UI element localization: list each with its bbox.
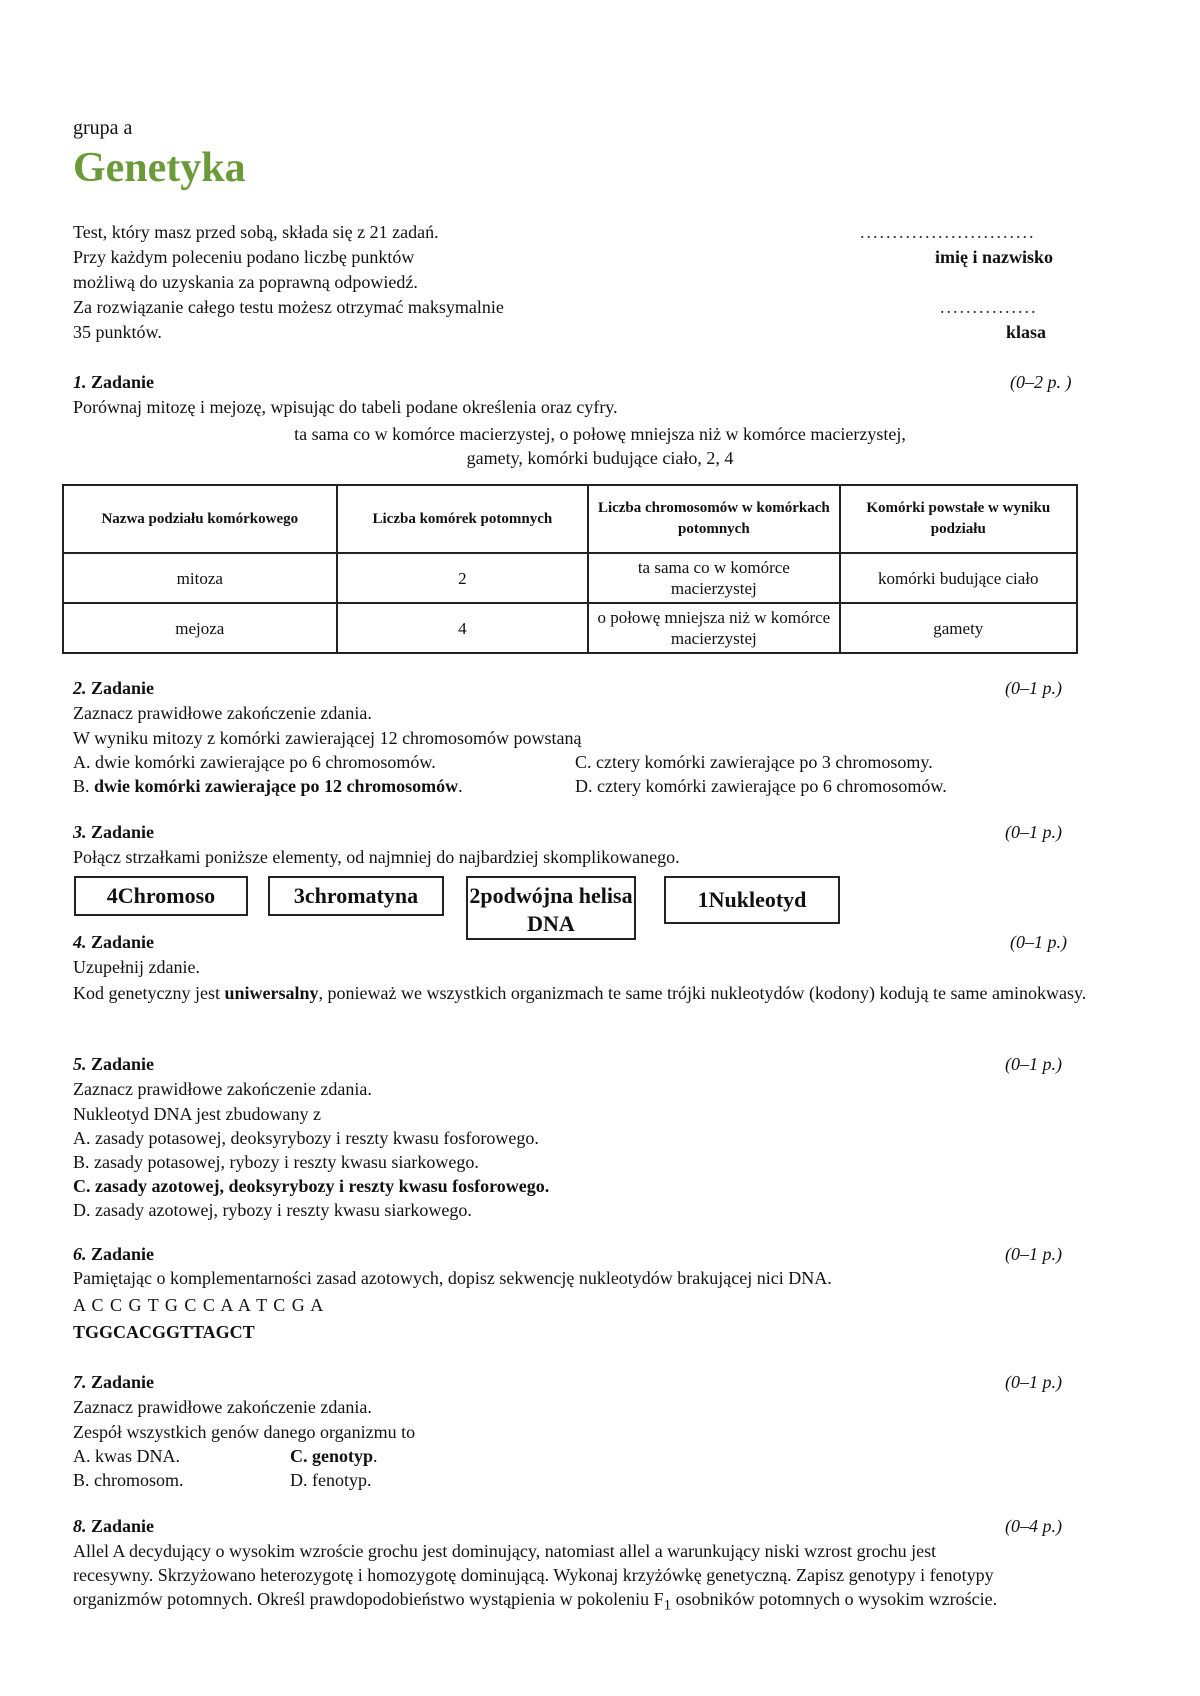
dna-answer: TGGCACGGTTAGCT — [73, 1322, 255, 1342]
task-label: Zadanie — [91, 822, 155, 842]
task-2-option-b — [73, 774, 463, 798]
name-label: imię i nazwisko — [935, 247, 1054, 267]
element-box[interactable]: 3chromatyna — [268, 876, 444, 916]
table-row — [63, 553, 1077, 603]
element-box[interactable]: 2podwójna helisa DNA — [466, 876, 636, 940]
task-1-terms-line: ta sama co w komórce macierzystej, o połowę mniejsza niż w komórce macierzystej, — [294, 424, 906, 444]
task-8-points: (0–4 p.) — [1005, 1516, 1062, 1536]
task-label: Zadanie — [91, 1244, 155, 1264]
task-8-line: Allel A decydujący o wysokim wzroście grochu jest dominujący, natomiast allel a warunkujący niski wzrost grochu jest — [73, 1541, 937, 1561]
task-8-line: recesywny. Skrzyżowano heterozygotę i homozygotę dominującą. Wykonaj krzyżówkę genetyczną. Zapisz genotypy i fenotypy — [73, 1565, 994, 1585]
table-row — [63, 603, 1077, 653]
task-5-points: (0–1 p.) — [1005, 1054, 1062, 1074]
task-6-instruction: Pamiętając o komplementarności zasad azotowych, dopisz sekwencję nukleotydów brakującej nici DNA. — [73, 1268, 832, 1288]
task-label: Zadanie — [91, 1372, 155, 1392]
comparison-table — [62, 484, 1078, 654]
task-number: 5. — [73, 1054, 87, 1074]
task-2-instruction: Zaznacz prawidłowe zakończenie zdania. — [73, 703, 372, 723]
line-text: osobników potomnych o wysokim wzroście. — [671, 1589, 998, 1609]
table-cell: mejoza — [63, 603, 337, 653]
table-header-cell: Liczba komórek potomnych — [337, 485, 588, 553]
task-label: Zadanie — [91, 678, 155, 698]
table-header-cell: Liczba chromosomów w komórkach potomnych — [588, 485, 839, 553]
task-6-points: (0–1 p.) — [1005, 1244, 1062, 1264]
class-label: klasa — [1006, 322, 1047, 342]
option-prefix: B. — [73, 776, 95, 796]
task-4-text — [73, 981, 1123, 1005]
task-number: 1. — [73, 372, 87, 392]
page-title: Genetyka — [73, 145, 246, 191]
answer-word: uniwersalny — [224, 983, 319, 1003]
element-box[interactable]: 1Nukleotyd — [664, 876, 840, 924]
generation-subscript: 1 — [663, 1597, 672, 1614]
task-2-option-a: A. dwie komórki zawierające po 6 chromosomów. — [73, 752, 436, 772]
task-3-points: (0–1 p.) — [1005, 822, 1062, 842]
task-5-option-d: D. zasady azotowej, rybozy i reszty kwasu siarkowego. — [73, 1200, 472, 1220]
dna-sequence: A C C G T G C C A A T C G A — [73, 1295, 325, 1315]
table-cell: 2 — [337, 553, 588, 603]
option-suffix: . — [458, 776, 463, 796]
task-label: Zadanie — [91, 1054, 155, 1074]
task-label: Zadanie — [91, 1516, 155, 1536]
option-answer: C. genotyp — [290, 1446, 374, 1466]
task-3-heading — [73, 820, 154, 844]
task-number: 7. — [73, 1372, 87, 1392]
task-3-instruction: Połącz strzałkami poniższe elementy, od najmniej do najbardziej skomplikowanego. — [73, 847, 680, 867]
task-7-option-d: D. fenotyp. — [290, 1470, 372, 1490]
task-8-line — [73, 1587, 997, 1618]
task-5-instruction: Zaznacz prawidłowe zakończenie zdania. — [73, 1079, 372, 1099]
task-number: 8. — [73, 1516, 87, 1536]
task-5-heading — [73, 1052, 154, 1076]
task-7-option-c — [290, 1444, 378, 1468]
task-number: 6. — [73, 1244, 87, 1264]
class-dots: ............... — [940, 297, 1038, 317]
task-label: Zadanie — [91, 372, 155, 392]
intro-line: 35 punktów. — [73, 322, 162, 342]
text-prefix: Kod genetyczny jest — [73, 983, 225, 1003]
intro-line: możliwą do uzyskania za poprawną odpowiedź. — [73, 272, 418, 292]
table-header-cell: Komórki powstałe w wyniku podziału — [840, 485, 1077, 553]
task-7-stem: Zespół wszystkich genów danego organizmu to — [73, 1422, 416, 1442]
task-label: Zadanie — [91, 932, 155, 952]
task-7-instruction: Zaznacz prawidłowe zakończenie zdania. — [73, 1397, 372, 1417]
task-number: 4. — [73, 932, 87, 952]
table-header-row — [63, 485, 1077, 553]
task-5-option-a: A. zasady potasowej, deoksyrybozy i reszty kwasu fosforowego. — [73, 1128, 539, 1148]
task-7-points: (0–1 p.) — [1005, 1372, 1062, 1392]
option-suffix: . — [373, 1446, 378, 1466]
task-7-option-b: B. chromosom. — [73, 1470, 184, 1490]
task-5-option-c: C. zasady azotowej, deoksyrybozy i reszty kwasu fosforowego. — [73, 1176, 550, 1196]
task-7-heading — [73, 1370, 154, 1394]
task-4-instruction: Uzupełnij zdanie. — [73, 957, 200, 977]
task-1-terms-line: gamety, komórki budujące ciało, 2, 4 — [466, 448, 734, 468]
group-label: grupa a — [73, 117, 133, 139]
task-number: 2. — [73, 678, 87, 698]
task-4-points: (0–1 p.) — [1010, 932, 1067, 952]
task-5-stem: Nukleotyd DNA jest zbudowany z — [73, 1104, 321, 1124]
task-7-option-a: A. kwas DNA. — [73, 1446, 180, 1466]
task-2-option-c: C. cztery komórki zawierające po 3 chromosomy. — [575, 752, 933, 772]
task-2-heading — [73, 676, 154, 700]
intro-line: Za rozwiązanie całego testu możesz otrzymać maksymalnie — [73, 297, 504, 317]
task-2-stem: W wyniku mitozy z komórki zawierającej 12 chromosomów powstaną — [73, 728, 582, 748]
name-dots: ........................... — [860, 222, 1036, 242]
task-5-option-b: B. zasady potasowej, rybozy i reszty kwasu siarkowego. — [73, 1152, 479, 1172]
intro-line: Test, który masz przed sobą, składa się z 21 zadań. — [73, 222, 439, 242]
intro-line: Przy każdym poleceniu podano liczbę punktów — [73, 247, 415, 267]
line-text: organizmów potomnych. Określ prawdopodobieństwo wystąpienia w pokoleniu F — [73, 1589, 664, 1609]
task-1-instruction: Porównaj mitozę i mejozę, wpisując do tabeli podane określenia oraz cyfry. — [73, 397, 618, 417]
task-4-heading — [73, 930, 154, 954]
task-8-heading — [73, 1514, 154, 1538]
task-2-points: (0–1 p.) — [1005, 678, 1062, 698]
text-suffix: , ponieważ we wszystkich organizmach te same trójki nukleotydów (kodony) kodują te same aminokwasy. — [318, 983, 1087, 1003]
table-cell: ta sama co w komórce macierzystej — [588, 553, 839, 603]
table-cell: 4 — [337, 603, 588, 653]
task-number: 3. — [73, 822, 87, 842]
option-answer: dwie komórki zawierające po 12 chromosomów — [94, 776, 459, 796]
task-1-points: (0–2 p. ) — [1010, 372, 1072, 392]
task-2-option-d: D. cztery komórki zawierające po 6 chromosomów. — [575, 776, 947, 796]
task-6-heading — [73, 1242, 154, 1266]
table-header-cell: Nazwa podziału komórkowego — [63, 485, 337, 553]
element-box[interactable]: 4Chromoso — [74, 876, 248, 916]
table-cell: komórki budujące ciało — [840, 553, 1077, 603]
table-cell: mitoza — [63, 553, 337, 603]
task-1-heading — [73, 370, 154, 394]
table-cell: gamety — [840, 603, 1077, 653]
table-cell: o połowę mniejsza niż w komórce macierzystej — [588, 603, 839, 653]
